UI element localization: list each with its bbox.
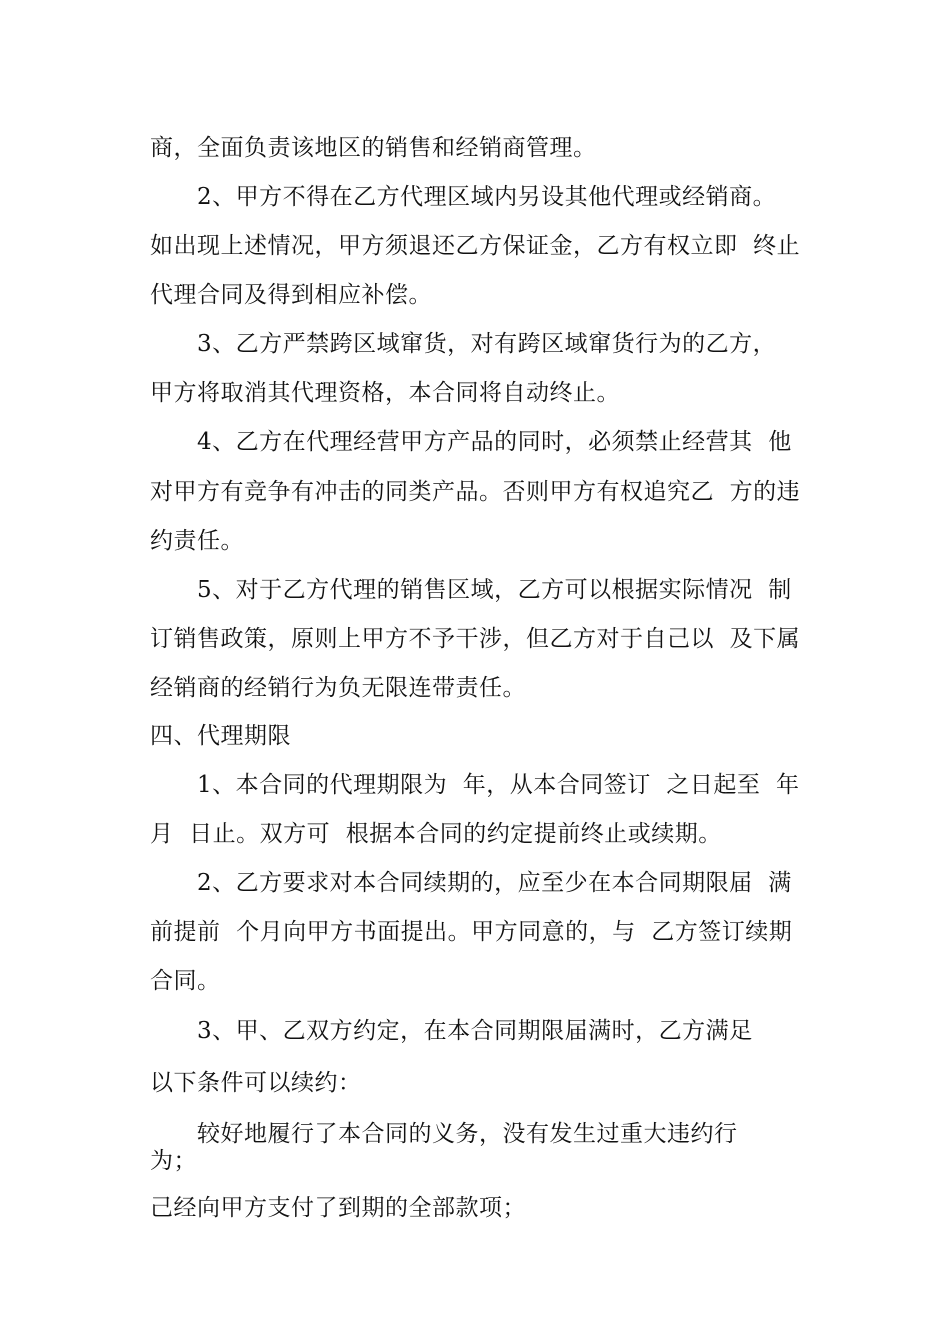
- text-line: 如出现上述情况，甲方须退还乙方保证金，乙方有权立即 终止: [150, 233, 801, 259]
- text-line: 前提前 个月向甲方书面提出。甲方同意的，与 乙方签订续期: [150, 919, 793, 945]
- text-line: 代理合同及得到相应补偿。: [150, 282, 432, 308]
- text-line: 商，全面负责该地区的销售和经销商管理。: [150, 135, 597, 161]
- text-line: 月 日止。双方可 根据本合同的约定提前终止或续期。: [150, 821, 722, 847]
- text-line: 甲方将取消其代理资格，本合同将自动终止。: [150, 380, 620, 406]
- text-line: 合同。: [150, 968, 221, 994]
- text-line: 较好地履行了本合同的义务，没有发生过重大违约行: [197, 1121, 738, 1147]
- text-line: 3、甲、乙双方约定，在本合同期限届满时，乙方满足: [197, 1018, 753, 1044]
- text-line: 订销售政策，原则上甲方不予干涉，但乙方对于自己以 及下属: [150, 626, 801, 652]
- text-line: 2、乙方要求对本合同续期的，应至少在本合同期限届 满: [197, 870, 792, 896]
- text-line: 2、甲方不得在乙方代理区域内另设其他代理或经销商。: [197, 184, 777, 210]
- text-line: 4、乙方在代理经营甲方产品的同时，必须禁止经营其 他: [197, 429, 792, 455]
- text-line: 以下条件可以续约：: [150, 1070, 362, 1096]
- text-line: 1、本合同的代理期限为 年，从本合同签订 之日起至 年: [197, 772, 800, 798]
- text-line: 经销商的经销行为负无限连带责任。: [150, 675, 526, 701]
- text-line: 约责任。: [150, 528, 244, 554]
- text-line: 3、乙方严禁跨区域窜货，对有跨区域窜货行为的乙方，: [197, 331, 777, 357]
- text-line: 5、对于乙方代理的销售区域，乙方可以根据实际情况 制: [197, 577, 792, 603]
- text-line: 己经向甲方支付了到期的全部款项；: [150, 1195, 526, 1221]
- section-heading: 四、代理期限: [150, 723, 291, 749]
- text-line: 为；: [150, 1148, 197, 1174]
- text-line: 对甲方有竞争有冲击的同类产品。否则甲方有权追究乙 方的违: [150, 479, 801, 505]
